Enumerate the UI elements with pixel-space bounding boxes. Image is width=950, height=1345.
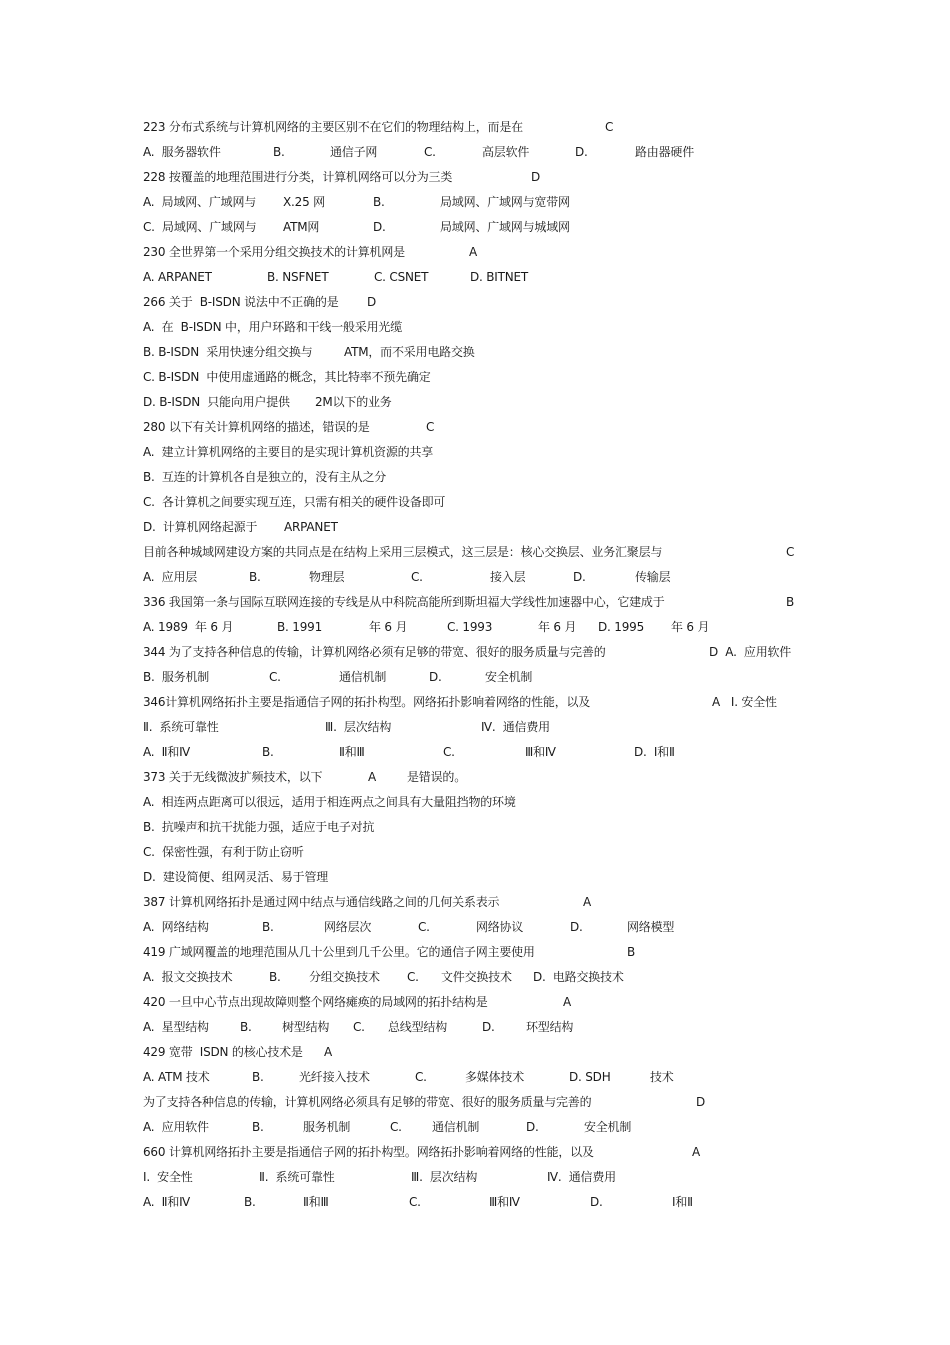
line-segment: D. (482, 1020, 495, 1034)
line-segment: A. 应用软件 (143, 1120, 209, 1134)
line-segment: B. (249, 570, 261, 584)
line-segment: C. (353, 1020, 365, 1034)
line-segment: Ⅲ和Ⅳ (489, 1195, 520, 1209)
line-segment: 路由器硬件 (635, 145, 695, 159)
line-segment: B. 服务机制 (143, 670, 210, 684)
line-segment: B. (244, 1195, 256, 1209)
line-segment: D. Ⅰ和Ⅱ (634, 745, 675, 759)
line-segment: C. 各计算机之间要实现互连，只需有相关的硬件设备即可 (143, 495, 446, 509)
text-line (143, 142, 933, 167)
line-segment: 280 以下有关计算机网络的描述，错误的是 (143, 420, 370, 434)
text-line (143, 767, 933, 792)
line-segment: C. 1993 (447, 620, 493, 634)
line-segment: B. (269, 970, 281, 984)
line-segment: B (627, 945, 636, 959)
line-segment: D. (575, 145, 588, 159)
line-segment: B. (262, 920, 274, 934)
line-segment: C. (407, 970, 419, 984)
text-line (143, 742, 933, 767)
line-segment: D. 电路交换技术 (533, 970, 624, 984)
line-segment: C. (418, 920, 430, 934)
text-line (143, 342, 933, 367)
line-segment: A. 局域网、广域网与 (143, 195, 257, 209)
line-segment: 年 6 月 (671, 620, 710, 634)
line-segment: Ⅲ. 层次结构 (411, 1170, 478, 1184)
line-segment: 通信机制 (432, 1120, 480, 1134)
line-segment: D. (526, 1120, 539, 1134)
text-line (143, 192, 933, 217)
line-segment: 223 分布式系统与计算机网络的主要区别不在它们的物理结构上，而是在 (143, 120, 523, 134)
line-segment: A. ATM 技术 (143, 1070, 210, 1084)
line-segment: C. (443, 745, 455, 759)
text-line (143, 867, 933, 892)
line-segment: 是错误的。 (407, 770, 467, 784)
line-segment: 接入层 (490, 570, 526, 584)
line-segment: D. 计算机网络起源于 (143, 520, 258, 534)
line-segment: D. 建设简便、组网灵活、易于管理 (143, 870, 329, 884)
line-segment: B. (240, 1020, 252, 1034)
line-segment: Ⅲ. 层次结构 (325, 720, 392, 734)
line-segment: A. 网络结构 (143, 920, 209, 934)
line-segment: 419 广域网覆盖的地理范围从几十公里到几千公里。它的通信子网主要使用 (143, 945, 535, 959)
text-line (143, 1092, 933, 1117)
text-line (143, 467, 933, 492)
line-segment: A Ⅰ. 安全性 (712, 695, 777, 709)
line-segment: 通信机制 (339, 670, 387, 684)
line-segment: C. 局域网、广域网与 (143, 220, 257, 234)
line-segment: 总线型结构 (388, 1020, 448, 1034)
line-segment: 技术 (650, 1070, 674, 1084)
line-segment: 网络模型 (627, 920, 675, 934)
text-line (143, 617, 933, 642)
line-segment: C. (424, 145, 436, 159)
line-segment: ATM，而不采用电路交换 (344, 345, 475, 359)
text-line (143, 317, 933, 342)
line-segment: 分组交换技术 (309, 970, 380, 984)
text-line (143, 792, 933, 817)
line-segment: 树型结构 (282, 1020, 330, 1034)
text-line (143, 417, 933, 442)
line-segment: A. 报文交换技术 (143, 970, 233, 984)
line-segment: D. (590, 1195, 603, 1209)
line-segment: Ⅳ. 通信费用 (547, 1170, 616, 1184)
line-segment: A (583, 895, 592, 909)
line-segment: D. SDH (569, 1070, 611, 1084)
line-segment: A (324, 1045, 333, 1059)
text-line (143, 667, 933, 692)
line-segment: 网络层次 (324, 920, 372, 934)
text-line (143, 967, 933, 992)
text-line (143, 542, 933, 567)
text-line (143, 517, 933, 542)
line-segment: C. (415, 1070, 427, 1084)
line-segment: D. (573, 570, 586, 584)
text-line (143, 1167, 933, 1192)
line-segment: 230 全世界第一个采用分组交换技术的计算机网是 (143, 245, 405, 259)
line-segment: 228 按覆盖的地理范围进行分类，计算机网络可以分为三类 (143, 170, 453, 184)
text-line (143, 217, 933, 242)
line-segment: 光纤接入技术 (299, 1070, 370, 1084)
line-segment: 多媒体技术 (465, 1070, 525, 1084)
text-line (143, 592, 933, 617)
line-segment: B. (252, 1070, 264, 1084)
line-segment: 为了支持各种信息的传输，计算机网络必须具有足够的带宽、很好的服务质量与完善的 (143, 1095, 592, 1109)
line-segment: 环型结构 (526, 1020, 574, 1034)
text-line (143, 267, 933, 292)
line-segment: C. (409, 1195, 421, 1209)
line-segment: C. B-ISDN 中使用虚通路的概念，其比特率不预先确定 (143, 370, 431, 384)
text-line (143, 1142, 933, 1167)
line-segment: B. NSFNET (267, 270, 329, 284)
line-segment: Ⅰ. 安全性 (143, 1170, 193, 1184)
line-segment: 年 6 月 (538, 620, 577, 634)
text-line (143, 1017, 933, 1042)
line-segment: A (563, 995, 572, 1009)
line-segment: D. BITNET (470, 270, 529, 284)
line-segment: B. (252, 1120, 264, 1134)
line-segment: B. B-ISDN 采用快速分组交换与 (143, 345, 313, 359)
line-segment: C (605, 120, 614, 134)
line-segment: 年 6 月 (369, 620, 408, 634)
line-segment: B (786, 595, 795, 609)
text-line (143, 892, 933, 917)
text-line (143, 567, 933, 592)
line-segment: 物理层 (309, 570, 345, 584)
line-segment: 安全机制 (584, 1120, 632, 1134)
text-line (143, 117, 933, 142)
line-segment: 网络协议 (476, 920, 524, 934)
line-segment: 373 关于无线微波扩频技术，以下 (143, 770, 323, 784)
line-segment: D (531, 170, 541, 184)
line-segment: A (692, 1145, 701, 1159)
line-segment: A. 1989 年 6 月 (143, 620, 234, 634)
text-line (143, 817, 933, 842)
line-segment: A. Ⅱ和Ⅳ (143, 1195, 191, 1209)
line-segment: 2M以下的业务 (315, 395, 392, 409)
text-line (143, 1117, 933, 1142)
text-line (143, 917, 933, 942)
line-segment: Ⅱ. 系统可靠性 (143, 720, 219, 734)
text-line (143, 1192, 933, 1217)
line-segment: 传输层 (635, 570, 671, 584)
text-line (143, 492, 933, 517)
document-body (143, 117, 933, 1217)
line-segment: D (367, 295, 377, 309)
line-segment: 局域网、广域网与城域网 (440, 220, 570, 234)
line-segment: C (786, 545, 795, 559)
line-segment: D. (429, 670, 442, 684)
line-segment: B. 抗噪声和抗干扰能力强，适应于电子对抗 (143, 820, 375, 834)
text-line (143, 1042, 933, 1067)
line-segment: 420 一旦中心节点出现故障则整个网络瘫痪的局域网的拓扑结构是 (143, 995, 488, 1009)
line-segment: D. 1995 (598, 620, 645, 634)
line-segment: C (426, 420, 435, 434)
line-segment: Ⅳ. 通信费用 (481, 720, 550, 734)
text-line (143, 842, 933, 867)
line-segment: 387 计算机网络拓扑是通过网中结点与通信线路之间的几何关系表示 (143, 895, 500, 909)
line-segment: Ⅱ. 系统可靠性 (259, 1170, 335, 1184)
line-segment: A. 星型结构 (143, 1020, 209, 1034)
text-line (143, 292, 933, 317)
line-segment: 266 关于 B-ISDN 说法中不正确的是 (143, 295, 339, 309)
line-segment: A (368, 770, 377, 784)
line-segment: 文件交换技术 (441, 970, 512, 984)
line-segment: D A. 应用软件 (709, 645, 792, 659)
line-segment: A. 在 B-ISDN 中，用户环路和干线一般采用光缆 (143, 320, 403, 334)
line-segment: 目前各种城域网建设方案的共同点是在结构上采用三层模式，这三层是：核心交换层、业务汇聚层与 (143, 545, 663, 559)
line-segment: Ⅲ和Ⅳ (525, 745, 556, 759)
line-segment: C. (269, 670, 281, 684)
line-segment: A (469, 245, 478, 259)
line-segment: B. 1991 (277, 620, 323, 634)
line-segment: 安全机制 (485, 670, 533, 684)
line-segment: C. (390, 1120, 402, 1134)
text-line (143, 442, 933, 467)
line-segment: D. B-ISDN 只能向用户提供 (143, 395, 290, 409)
line-segment: C. CSNET (374, 270, 429, 284)
line-segment: 336 我国第一条与国际互联网连接的专线是从中科院高能所到斯坦福大学线性加速器中心，它建成于 (143, 595, 665, 609)
line-segment: A. 服务器软件 (143, 145, 221, 159)
line-segment: Ⅱ和Ⅲ (303, 1195, 329, 1209)
line-segment: 通信子网 (330, 145, 378, 159)
line-segment: 局域网、广域网与宽带网 (440, 195, 570, 209)
line-segment: D (696, 1095, 706, 1109)
text-line (143, 692, 933, 717)
text-line (143, 717, 933, 742)
line-segment: Ⅰ和Ⅱ (672, 1195, 693, 1209)
text-line (143, 642, 933, 667)
line-segment: A. Ⅱ和Ⅳ (143, 745, 191, 759)
text-line (143, 992, 933, 1017)
line-segment: 660 计算机网络拓扑主要是指通信子网的拓扑构型。网络拓扑影响着网络的性能，以及 (143, 1145, 594, 1159)
line-segment: C. (411, 570, 423, 584)
line-segment: C. 保密性强，有利于防止窃听 (143, 845, 304, 859)
line-segment: A. ARPANET (143, 270, 212, 284)
line-segment: ATM网 (283, 220, 320, 234)
line-segment: 高层软件 (482, 145, 530, 159)
text-line (143, 367, 933, 392)
line-segment: 服务机制 (303, 1120, 351, 1134)
line-segment: ARPANET (284, 520, 338, 534)
line-segment: 429 宽带 ISDN 的核心技术是 (143, 1045, 303, 1059)
text-line (143, 242, 933, 267)
line-segment: B. (262, 745, 274, 759)
line-segment: B. (373, 195, 385, 209)
line-segment: 344 为了支持各种信息的传输，计算机网络必须有足够的带宽、很好的服务质量与完善的 (143, 645, 606, 659)
line-segment: B. 互连的计算机各自是独立的，没有主从之分 (143, 470, 387, 484)
line-segment: X.25 网 (283, 195, 325, 209)
line-segment: A. 相连两点距离可以很远，适用于相连两点之间具有大量阻挡物的环境 (143, 795, 516, 809)
line-segment: Ⅱ和Ⅲ (339, 745, 365, 759)
line-segment: B. (273, 145, 285, 159)
text-line (143, 942, 933, 967)
line-segment: D. (570, 920, 583, 934)
line-segment: A. 应用层 (143, 570, 198, 584)
text-line (143, 392, 933, 417)
text-line (143, 1067, 933, 1092)
line-segment: 346计算机网络拓扑主要是指通信子网的拓扑构型。网络拓扑影响着网络的性能，以及 (143, 695, 591, 709)
text-line (143, 167, 933, 192)
line-segment: D. (373, 220, 386, 234)
line-segment: A. 建立计算机网络的主要目的是实现计算机资源的共享 (143, 445, 434, 459)
